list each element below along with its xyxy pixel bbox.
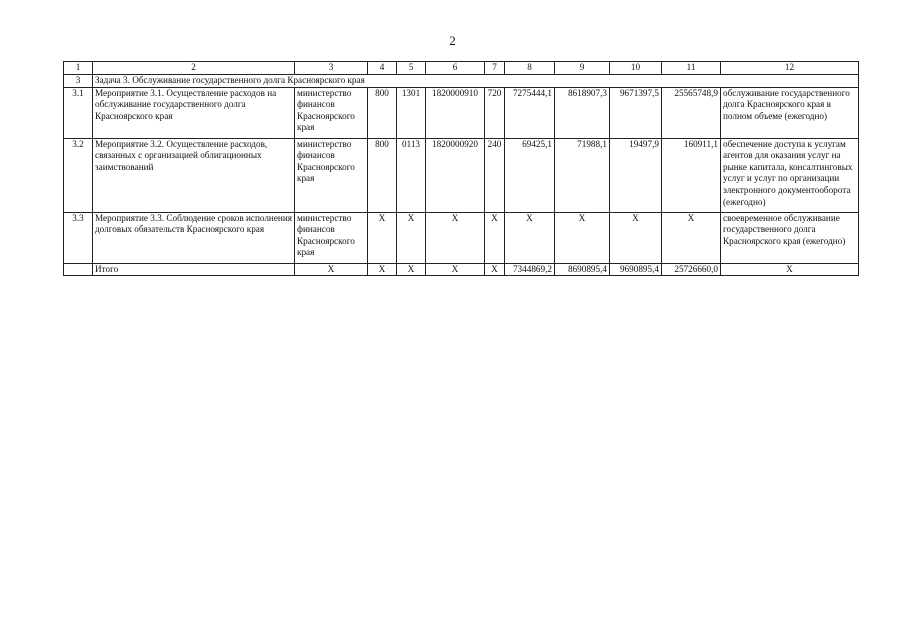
column-header: 2 (93, 62, 295, 75)
total-value: 25726660,0 (662, 263, 721, 276)
cell-value: X (610, 212, 662, 263)
total-cell: X (485, 263, 505, 276)
column-header: 11 (662, 62, 721, 75)
expected-result: своевременное обслуживание государственного долга Красноярского края (ежегодно) (721, 212, 859, 263)
executor: министерство финансов Красноярского края (295, 138, 368, 212)
measure-name: Мероприятие 3.3. Соблюдение сроков исполнения долговых обязательств Красноярского края (93, 212, 295, 263)
task-title: Задача 3. Обслуживание государственного долга Красноярского края (93, 74, 859, 87)
total-cell: X (426, 263, 485, 276)
column-header: 7 (485, 62, 505, 75)
column-header: 3 (295, 62, 368, 75)
total-cell: X (397, 263, 426, 276)
table-row (64, 212, 859, 263)
column-header: 10 (610, 62, 662, 75)
cell-total: 25565748,9 (662, 87, 721, 138)
table-row (64, 87, 859, 138)
row-number: 3.1 (64, 87, 93, 138)
cell-target-article: 1820000910 (426, 87, 485, 138)
total-label: Итого (93, 263, 295, 276)
cell-section: 0113 (397, 138, 426, 212)
cell-value: X (555, 212, 610, 263)
executor: министерство финансов Красноярского края (295, 212, 368, 263)
executor: министерство финансов Красноярского края (295, 87, 368, 138)
column-header: 5 (397, 62, 426, 75)
column-header: 1 (64, 62, 93, 75)
cell-value: 19497,9 (610, 138, 662, 212)
cell-expense-type: 240 (485, 138, 505, 212)
cell-grbs: X (368, 212, 397, 263)
cell-value: 69425,1 (505, 138, 555, 212)
expected-result: обслуживание государственного долга Красноярского края в полном объеме (ежегодно) (721, 87, 859, 138)
row-number: 3.2 (64, 138, 93, 212)
measure-name: Мероприятие 3.1. Осуществление расходов на обслуживание государственного долга Красноярского края (93, 87, 295, 138)
page-number: 2 (449, 33, 456, 48)
column-header: 6 (426, 62, 485, 75)
total-cell: X (295, 263, 368, 276)
column-header: 9 (555, 62, 610, 75)
total-value: 9690895,4 (610, 263, 662, 276)
measure-name: Мероприятие 3.2. Осуществление расходов, связанных с организацией облигационных заимствований (93, 138, 295, 212)
cell-grbs: 800 (368, 138, 397, 212)
cell-value: X (505, 212, 555, 263)
cell-total: 160911,1 (662, 138, 721, 212)
column-header: 12 (721, 62, 859, 75)
total-row (64, 263, 859, 276)
total-value: 7344869,2 (505, 263, 555, 276)
row-number: 3.3 (64, 212, 93, 263)
program-table (63, 61, 859, 276)
total-cell: X (721, 263, 859, 276)
expected-result: обеспечение доступа к услугам агентов для оказания услуг на рынке капитала, консалтинговых услуг и услуг по организации электронного документооборота (ежегодно) (721, 138, 859, 212)
table-header-row (64, 62, 859, 75)
cell-section: X (397, 212, 426, 263)
task-number: 3 (64, 74, 93, 87)
cell-total: X (662, 212, 721, 263)
column-header: 8 (505, 62, 555, 75)
cell-expense-type: 720 (485, 87, 505, 138)
total-empty-cell (64, 263, 93, 276)
cell-target-article: X (426, 212, 485, 263)
table-row (64, 138, 859, 212)
total-value: 8690895,4 (555, 263, 610, 276)
cell-value: 71988,1 (555, 138, 610, 212)
total-cell: X (368, 263, 397, 276)
column-header: 4 (368, 62, 397, 75)
cell-grbs: 800 (368, 87, 397, 138)
cell-expense-type: X (485, 212, 505, 263)
cell-target-article: 1820000920 (426, 138, 485, 212)
task-row (64, 74, 859, 87)
cell-value: 7275444,1 (505, 87, 555, 138)
cell-value: 9671397,5 (610, 87, 662, 138)
cell-value: 8618907,3 (555, 87, 610, 138)
cell-section: 1301 (397, 87, 426, 138)
